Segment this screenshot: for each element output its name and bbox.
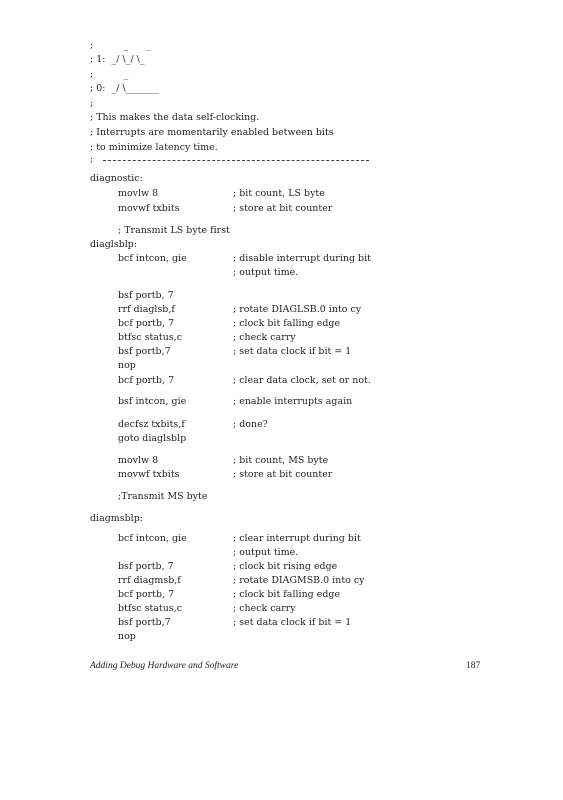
code-instruction: bsf intcon, gie <box>118 396 187 407</box>
code-comment: ; bit count, LS byte <box>233 188 325 199</box>
code-instruction: nop <box>118 631 136 642</box>
code-comment: ; set data clock if bit = 1 <box>233 346 352 357</box>
code-comment: ; done? <box>233 419 268 430</box>
code-label: diaglsblp: <box>90 239 138 250</box>
code-comment: ; check carry <box>233 332 296 343</box>
code-instruction: bcf portb, 7 <box>118 589 175 600</box>
code-instruction: bcf intcon, gie <box>118 533 187 544</box>
code-instruction: rrf diaglsb,f <box>118 304 175 315</box>
code-comment: ; bit count, MS byte <box>233 455 329 466</box>
comment-line: ; to minimize latency time. <box>90 142 218 153</box>
code-comment: ; store at bit counter <box>233 203 333 214</box>
code-instruction: bsf portb, 7 <box>118 561 174 572</box>
code-note: ;Transmit MS byte <box>118 491 208 502</box>
code-instruction: btfsc status,c <box>118 603 182 614</box>
code-note: ; Transmit LS byte first <box>118 225 230 236</box>
code-comment: ; output time. <box>233 267 299 278</box>
code-comment: ; check carry <box>233 603 296 614</box>
code-instruction: bcf portb, 7 <box>118 375 175 386</box>
timing-line: ; <box>90 98 94 109</box>
footer-title: Adding Debug Hardware and Software <box>90 661 239 671</box>
code-instruction: btfsc status,c <box>118 332 182 343</box>
comment-line: ; Interrupts are momentarily enabled between bits <box>90 127 334 138</box>
code-instruction: movwf txbits <box>118 203 180 214</box>
code-comment: ; enable interrupts again <box>233 396 353 407</box>
code-instruction: nop <box>118 360 136 371</box>
code-instruction: movlw 8 <box>118 455 159 466</box>
code-label: diagnostic: <box>90 173 143 184</box>
comment-line: ; This makes the data self-clocking. <box>90 112 260 123</box>
timing-line: ; _ <box>90 69 129 80</box>
code-instruction: movlw 8 <box>118 188 159 199</box>
code-comment: ; clock bit rising edge <box>233 561 338 572</box>
code-comment: ; rotate DIAGMSB.0 into cy <box>233 575 365 586</box>
code-instruction: bcf portb, 7 <box>118 318 175 329</box>
code-comment: ; clear interrupt during bit <box>233 533 361 544</box>
separator-rule <box>103 160 369 161</box>
code-comment: ; clear data clock, set or not. <box>233 375 371 386</box>
timing-line: ; 1: _/ \_/ \_ <box>90 54 145 65</box>
timing-line: ; _ _ <box>90 40 152 51</box>
code-comment: ; set data clock if bit = 1 <box>233 617 352 628</box>
code-instruction: bsf portb, 7 <box>118 290 174 301</box>
code-instruction: decfsz txbits,f <box>118 419 185 430</box>
code-comment: ; clock bit falling edge <box>233 318 341 329</box>
code-instruction: bsf portb,7 <box>118 346 171 357</box>
timing-line: ; 0: _/ \_______ <box>90 83 159 94</box>
code-comment: ; clock bit falling edge <box>233 589 341 600</box>
code-instruction: bcf intcon, gie <box>118 253 187 264</box>
code-comment: ; output time. <box>233 547 299 558</box>
page-number: 187 <box>466 661 481 671</box>
separator-semicolon: ; <box>90 155 94 165</box>
code-instruction: bsf portb,7 <box>118 617 171 628</box>
code-instruction: movwf txbits <box>118 469 180 480</box>
code-instruction: rrf diagmsb,f <box>118 575 181 586</box>
code-comment: ; store at bit counter <box>233 469 333 480</box>
code-comment: ; rotate DIAGLSB.0 into cy <box>233 304 362 315</box>
code-label: diagmsblp: <box>90 513 143 524</box>
code-instruction: goto diaglsblp <box>118 433 187 444</box>
code-comment: ; disable interrupt during bit <box>233 253 371 264</box>
